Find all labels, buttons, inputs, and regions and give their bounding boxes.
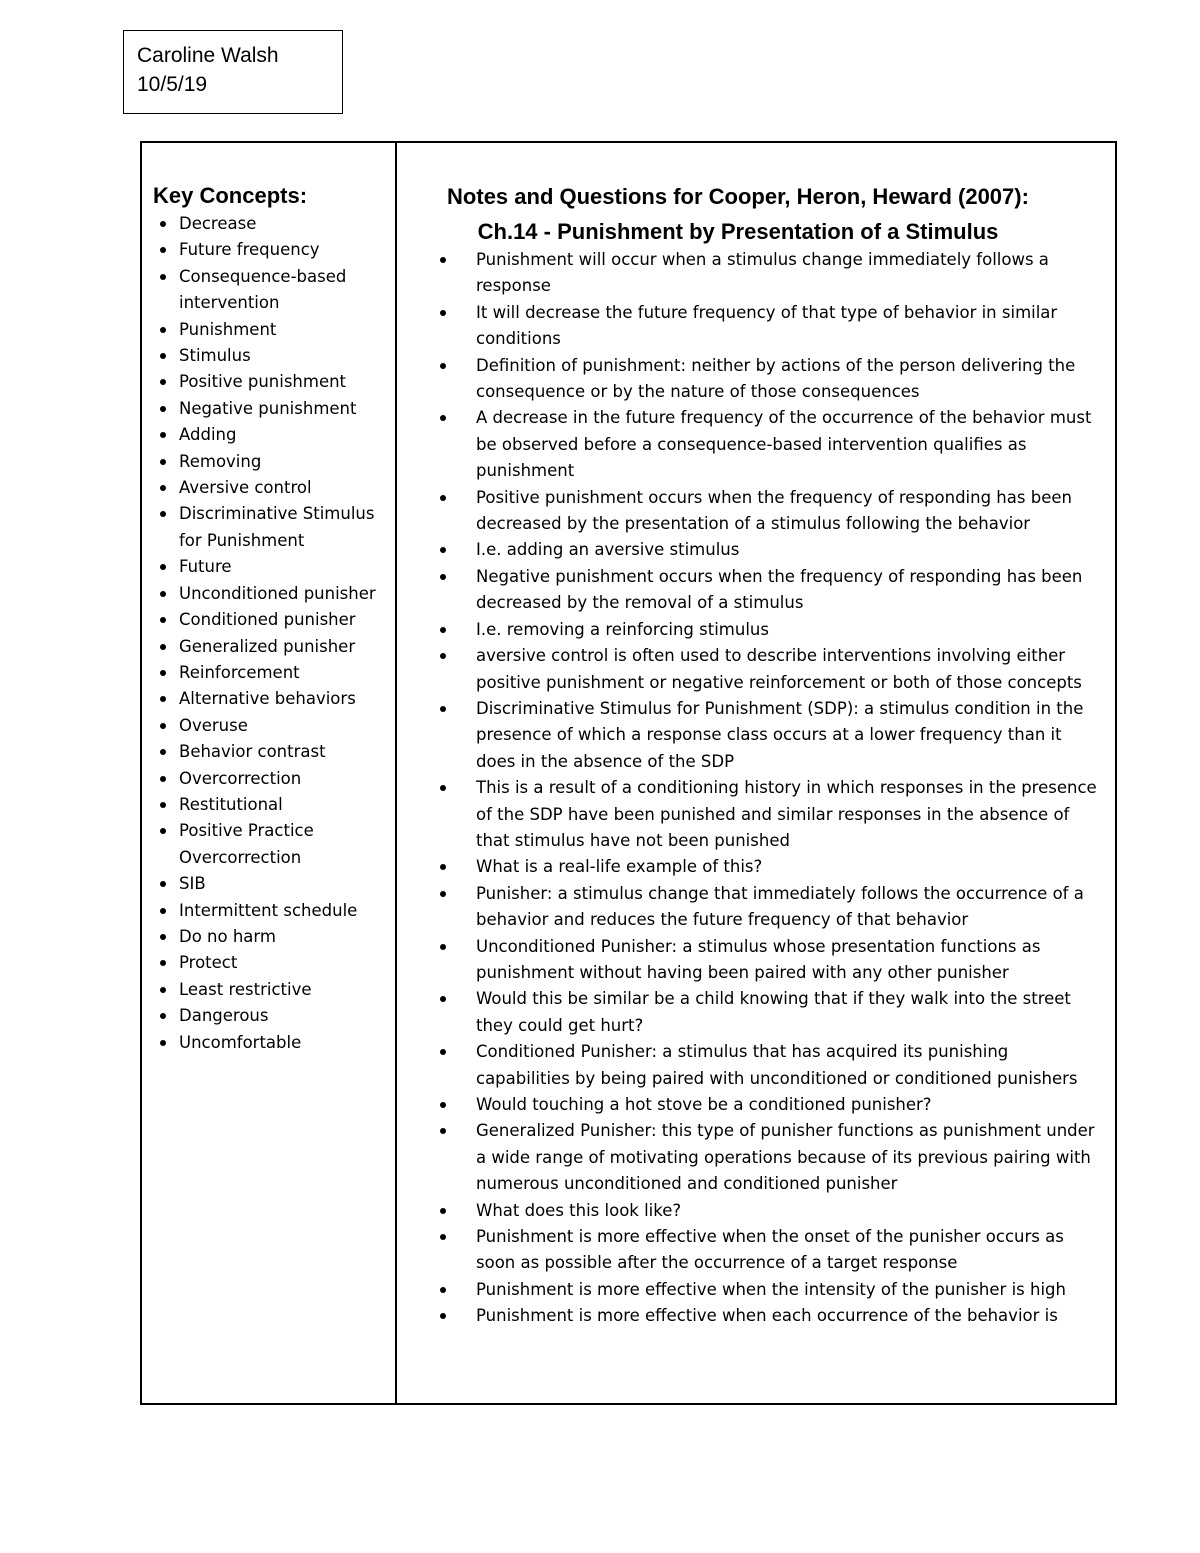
notes-title-line-1: Notes and Questions for Cooper, Heron, Heward (2007): [447, 184, 1029, 209]
note-item: Negative punishment occurs when the frequency of responding has been decreased by the removal of a stimulus [438, 564, 1106, 617]
student-name: Caroline Walsh [137, 44, 279, 67]
notes-table [140, 141, 1117, 1405]
notes-title-line-2: Ch.14 - Punishment by Presentation of a Stimulus [477, 219, 999, 244]
note-item: Conditioned Punisher: a stimulus that has acquired its punishing capabilities by being paired with unconditioned or conditioned punishers [438, 1039, 1106, 1092]
key-concepts-column [142, 143, 397, 1403]
key-concepts-list [153, 211, 395, 1056]
note-item: Punisher: a stimulus change that immediately follows the occurrence of a behavior and reduces the future frequency of that behavior [438, 881, 1106, 934]
key-concept-item: Positive punishment [153, 369, 387, 395]
note-item: What is a real-life example of this? [438, 854, 1106, 880]
key-concept-item: Decrease [153, 211, 387, 237]
key-concept-item: Aversive control [153, 475, 387, 501]
note-item: Definition of punishment: neither by actions of the person delivering the consequence or by the nature of those consequences [438, 353, 1106, 406]
key-concept-item: Positive Practice Overcorrection [153, 818, 387, 871]
key-concept-item: Reinforcement [153, 660, 387, 686]
key-concept-item: Uncomfortable [153, 1030, 387, 1056]
notes-title [418, 179, 1058, 249]
note-item: This is a result of a conditioning history in which responses in the presence of the SDP have been punished and similar responses in the absence of that stimulus have not been punished [438, 775, 1106, 854]
note-item: Would this be similar be a child knowing that if they walk into the street they could get hurt? [438, 986, 1106, 1039]
note-item: A decrease in the future frequency of the occurrence of the behavior must be observed before a consequence-based intervention qualifies as punishment [438, 405, 1106, 484]
key-concept-item: Future frequency [153, 237, 387, 263]
key-concept-item: Overuse [153, 713, 387, 739]
key-concept-item: Alternative behaviors [153, 686, 387, 712]
key-concept-item: Least restrictive [153, 977, 387, 1003]
student-info-box [123, 30, 343, 114]
key-concepts-title: Key Concepts: [153, 183, 308, 208]
key-concept-item: Do no harm [153, 924, 387, 950]
note-item: Punishment will occur when a stimulus change immediately follows a response [438, 247, 1106, 300]
note-item: Would touching a hot stove be a conditioned punisher? [438, 1092, 1106, 1118]
note-item: I.e. removing a reinforcing stimulus [438, 617, 1106, 643]
note-item: Punishment is more effective when the intensity of the punisher is high [438, 1277, 1106, 1303]
note-item: Positive punishment occurs when the frequency of responding has been decreased by the presentation of a stimulus following the behavior [438, 485, 1106, 538]
key-concept-item: Behavior contrast [153, 739, 387, 765]
key-concept-item: Future [153, 554, 387, 580]
key-concept-item: Punishment [153, 317, 387, 343]
submission-date: 10/5/19 [137, 73, 208, 96]
key-concept-item: Overcorrection [153, 766, 387, 792]
key-concept-item: Generalized punisher [153, 634, 387, 660]
note-item: I.e. adding an aversive stimulus [438, 537, 1106, 563]
key-concept-item: Consequence-based intervention [153, 264, 387, 317]
key-concept-item: Stimulus [153, 343, 387, 369]
note-item: Discriminative Stimulus for Punishment (SDP): a stimulus condition in the presence of which a response class occurs at a lower frequency than it does in the absence of the SDP [438, 696, 1106, 775]
key-concept-item: Protect [153, 950, 387, 976]
key-concept-item: Negative punishment [153, 396, 387, 422]
key-concept-item: Conditioned punisher [153, 607, 387, 633]
key-concept-item: Dangerous [153, 1003, 387, 1029]
note-item: What does this look like? [438, 1198, 1106, 1224]
note-item: It will decrease the future frequency of that type of behavior in similar conditions [438, 300, 1106, 353]
key-concept-item: Discriminative Stimulus for Punishment [153, 501, 387, 554]
notes-column [397, 143, 1115, 1403]
note-item: aversive control is often used to describe interventions involving either positive punishment or negative reinforcement or both of those concepts [438, 643, 1106, 696]
notes-list [438, 247, 1115, 1330]
note-item: Generalized Punisher: this type of punisher functions as punishment under a wide range of motivating operations because of its previous pairing with numerous unconditioned and conditioned punisher [438, 1118, 1106, 1197]
note-item: Unconditioned Punisher: a stimulus whose presentation functions as punishment without having been paired with any other punisher [438, 934, 1106, 987]
key-concept-item: Adding [153, 422, 387, 448]
note-item: Punishment is more effective when the onset of the punisher occurs as soon as possible after the occurrence of a target response [438, 1224, 1106, 1277]
key-concept-item: SIB [153, 871, 387, 897]
key-concept-item: Restitutional [153, 792, 387, 818]
key-concept-item: Removing [153, 449, 387, 475]
key-concept-item: Unconditioned punisher [153, 581, 387, 607]
note-item: Punishment is more effective when each occurrence of the behavior is [438, 1303, 1106, 1329]
key-concept-item: Intermittent schedule [153, 898, 387, 924]
